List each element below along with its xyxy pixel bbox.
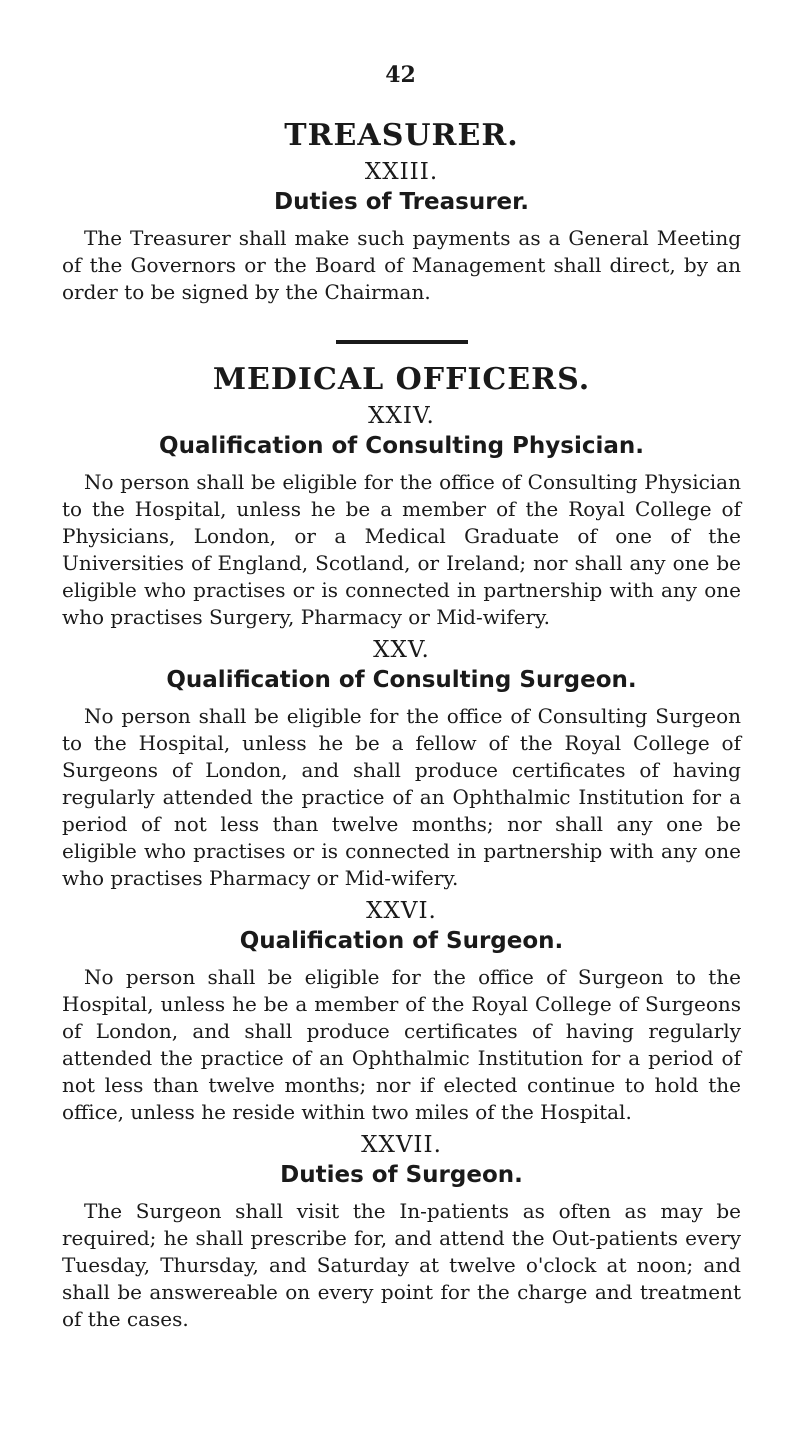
article-xxvi bbox=[62, 898, 741, 1126]
article-xxv bbox=[62, 637, 741, 892]
article-title: Qualification of Consulting Surgeon. bbox=[166, 667, 637, 693]
article-number: XXV. bbox=[373, 637, 430, 663]
article-xxvii bbox=[62, 1132, 741, 1333]
article-number: XXIII. bbox=[364, 159, 439, 185]
article-xxiv bbox=[62, 403, 741, 631]
section-medical-officers bbox=[62, 362, 741, 1333]
article-body: No person shall be eligible for the office of Surgeon to the Hospital, unless he be a member of the Royal College of Surgeons of London, and shall produce certificates of having regularly attended the practice of an Ophthalmic Institution for a period of not less than twelve months; nor if elected continue to hold the office, unless he reside within two miles of the Hospital. bbox=[62, 965, 741, 1124]
page-number: 42 bbox=[385, 62, 416, 88]
article-xxiii bbox=[62, 159, 741, 306]
article-title: Duties of Treasurer. bbox=[274, 189, 529, 215]
article-body: No person shall be eligible for the office of Consulting Surgeon to the Hospital, unless he be a fellow of the Royal College of Surgeons of London, and shall produce certificates of having regularly attended the practice of an Ophthalmic Institution for a period of not less than twelve months; nor shall any one be eligible who practises or is connected in partnership with any one who practises Pharmacy or Mid-wifery. bbox=[62, 704, 741, 890]
article-body: No person shall be eligible for the office of Consulting Physician to the Hospital, unless he be a member of the Royal College of Physicians, London, or a Medical Graduate of one of the Universities of England, Scotland, or Ireland; nor shall any one be eligible who practises or is connected in partnership with any one who practises Surgery, Pharmacy or Mid-wifery. bbox=[62, 470, 741, 629]
article-number: XXIV. bbox=[368, 403, 435, 429]
section-divider bbox=[336, 340, 468, 344]
article-number: XXVI. bbox=[366, 898, 437, 924]
article-body: The Surgeon shall visit the In-patients as often as may be required; he shall prescribe for, and attend the Out-patients every Tuesday, Thursday, and Saturday at twelve o'clock at noon; and shall be answereable on every point for the charge and treatment of the cases. bbox=[62, 1199, 741, 1331]
article-title: Qualification of Surgeon. bbox=[239, 928, 564, 954]
section-treasurer bbox=[62, 118, 741, 306]
article-body: The Treasurer shall make such payments as a General Meeting of the Governors or the Board of Management shall direct, by an order to be signed by the Chairman. bbox=[62, 226, 741, 304]
article-title: Duties of Surgeon. bbox=[280, 1162, 523, 1188]
section-heading: MEDICAL OFFICERS. bbox=[212, 362, 591, 397]
section-heading: TREASURER. bbox=[284, 118, 519, 153]
article-number: XXVII. bbox=[361, 1132, 442, 1158]
article-title: Qualification of Consulting Physician. bbox=[159, 433, 644, 459]
